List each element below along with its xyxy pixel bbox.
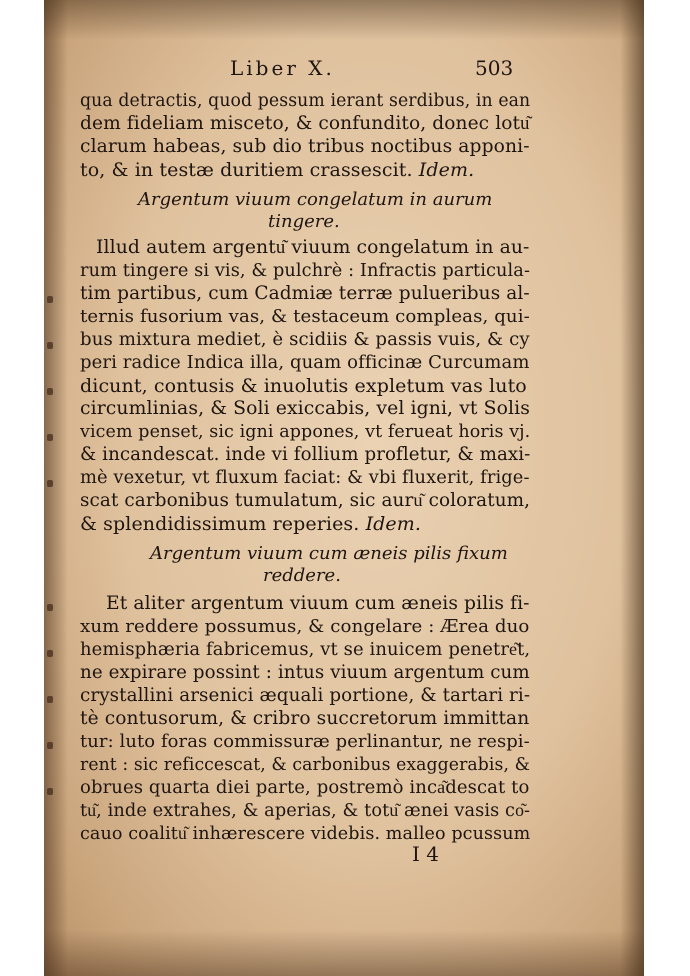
text-line: rent : sic reficcescat, & carbonibus exaggerabis, & [80, 755, 531, 775]
paragraph-first-line: Et aliter argentum viuum cum æneis pilis fi- [106, 593, 530, 614]
text-line: tu͂, inde extrahes, & aperias, & totu͂ ænei vasis co͂- [80, 801, 531, 821]
text-line: peri radice Indica illa, quam officinæ Curcumam [80, 352, 530, 373]
text-line: cauo coalitu͂ inhærescere videbis. malleo pcussum [80, 824, 531, 844]
signature-mark: I 4 [412, 842, 439, 866]
attribution-idem: Idem. [365, 513, 422, 535]
text-line: qua detractis, quod pessum ierant serdibus, in ean [80, 91, 531, 111]
text-line: & incandescat. inde vi follium profletur, & maxi- [80, 444, 531, 465]
text-line [80, 159, 474, 181]
page-edge-shadow-top [44, 0, 644, 40]
text-line: circumlinias, & Soli exiccabis, vel igni, vt Solis [80, 398, 530, 419]
text-line: dicunt, contusis & inuolutis expletum vas luto [80, 375, 527, 397]
paragraph-first-line: Illud autem argentu͂ viuum congelatum in au- [96, 237, 530, 258]
binding-mark [47, 342, 53, 349]
text-line: tè contusorum, & cribro succretorum immittan [80, 708, 530, 729]
binding-mark [47, 788, 53, 795]
text-line: bus mixtura mediet, è scidiis & passis vuis, & cy [80, 329, 530, 350]
text-line: crystallini arsenici æquali portione, & tartari ri- [80, 685, 531, 706]
section-heading-line: reddere. [263, 565, 341, 586]
section-heading-line: tingere. [268, 211, 340, 232]
page-edge-shadow-right [620, 0, 644, 976]
section-heading-line: Argentum viuum cum æneis pilis fixum [150, 543, 508, 564]
text-line: vicem penset, sic igni appones, vt ferueat horis vj. [80, 422, 531, 442]
text-line: clarum habeas, sub dio tribus noctibus apponi- [80, 136, 530, 157]
text-line: ternis fusorium vas, & testaceum compleas, qui- [80, 306, 530, 327]
text-line [80, 513, 421, 535]
text-line: tim partibus, cum Cadmiæ terræ pulueribus al- [80, 283, 530, 304]
text-line: obrues quarta diei parte, postremò inca͂descat to [80, 777, 530, 798]
page-number: 503 [475, 56, 514, 80]
attribution-idem: Idem. [418, 159, 475, 181]
binding-mark [47, 480, 53, 487]
binding-mark [47, 296, 53, 303]
binding-mark [47, 650, 53, 657]
page-edge-shadow-bottom [44, 930, 644, 976]
text-line: mè vexetur, vt fluxum faciat: & vbi fluxerit, frige- [80, 467, 530, 488]
text-line: ne expirare possint : intus viuum argentum cum [80, 662, 530, 683]
running-head-title: Liber X. [230, 56, 335, 80]
binding-mark [47, 388, 53, 395]
text-line: hemisphæria fabricemus, vt se inuicem penetre͂t, [80, 639, 531, 660]
text-line: tur: luto foras commissuræ perlinantur, ne respi- [80, 731, 530, 752]
binding-mark [47, 604, 53, 611]
text-line: rum tingere si vis, & pulchrè : Infractis particula- [80, 261, 531, 281]
binding-mark [47, 696, 53, 703]
text-line: dem fideliam misceto, & confundito, donec lotu͂ [80, 113, 530, 134]
page-edge-shadow-left [44, 0, 68, 976]
binding-mark [47, 742, 53, 749]
text-line: scat carbonibus tumulatum, sic auru͂ coloratum, [80, 490, 531, 511]
binding-mark [47, 434, 53, 441]
text-line: xum reddere possumus, & congelare : Ærea duo [80, 616, 530, 637]
text-line-body: to, & in testæ duritiem crassescit. [80, 159, 413, 181]
section-heading-line: Argentum viuum congelatum in aurum [138, 189, 493, 210]
text-line-body: & splendidissimum reperies. [80, 513, 360, 535]
